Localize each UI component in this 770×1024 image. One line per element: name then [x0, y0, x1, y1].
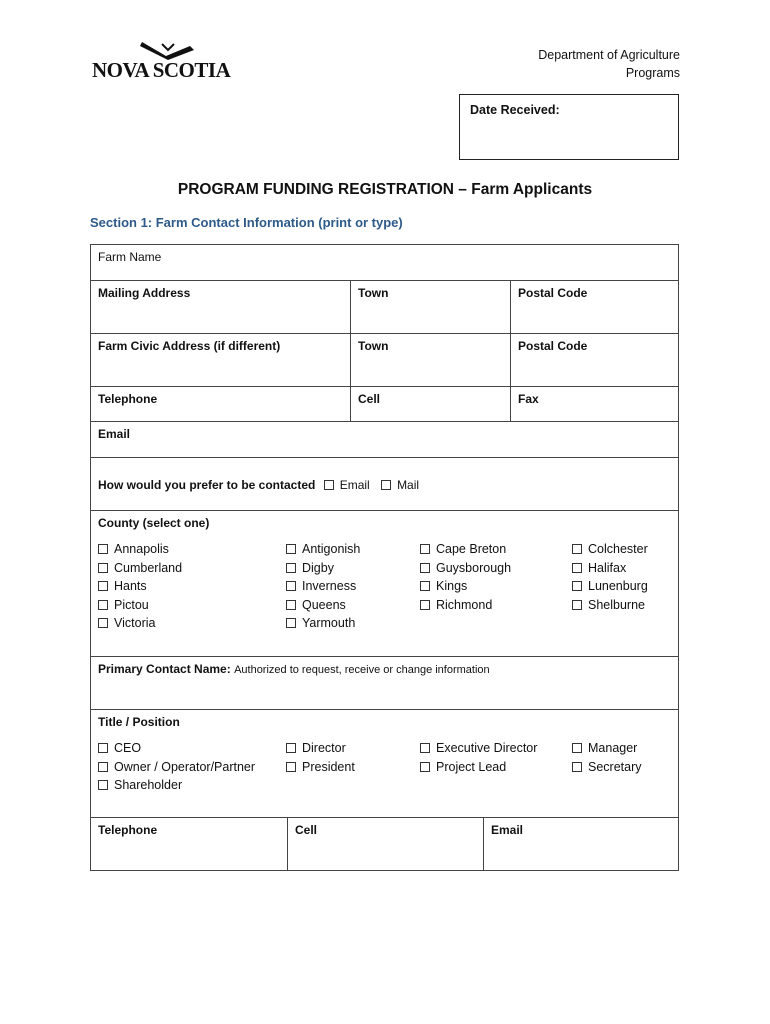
- farm-contact-form: [90, 244, 679, 871]
- position-column-1: [98, 739, 286, 795]
- county-column-4: [572, 540, 648, 633]
- contact-preference-label: How would you prefer to be contacted: [98, 478, 316, 492]
- county-option[interactable]: Antigonish: [286, 540, 420, 559]
- checkbox-icon[interactable]: [98, 600, 108, 610]
- primary-contact-label: Primary Contact Name:: [98, 662, 231, 676]
- county-label: County (select one): [98, 516, 210, 530]
- checkbox-icon[interactable]: [420, 563, 430, 573]
- position-option[interactable]: Executive Director: [420, 739, 572, 758]
- county-option[interactable]: Guysborough: [420, 559, 572, 578]
- county-row: [91, 511, 678, 657]
- position-column-4: [572, 739, 642, 795]
- position-option[interactable]: Shareholder: [98, 776, 286, 795]
- farm-name-row: [91, 245, 678, 281]
- farm-name-label: Farm Name: [98, 250, 162, 264]
- county-option[interactable]: Richmond: [420, 596, 572, 615]
- checkbox-icon[interactable]: [286, 563, 296, 573]
- county-option[interactable]: Cape Breton: [420, 540, 572, 559]
- position-option[interactable]: CEO: [98, 739, 286, 758]
- checkbox-icon[interactable]: [286, 600, 296, 610]
- email-preference-label: Email: [339, 478, 370, 492]
- department-block: [538, 46, 680, 82]
- title-position-label: Title / Position: [98, 715, 180, 729]
- civic-address-row: [91, 334, 678, 387]
- position-options: [91, 729, 678, 799]
- position-column-3: [420, 739, 572, 795]
- county-option[interactable]: Victoria: [98, 614, 286, 633]
- mailing-address-row: [91, 281, 678, 334]
- primary-contact-note: Authorized to request, receive or change information: [234, 664, 490, 676]
- checkbox-icon[interactable]: [572, 544, 582, 554]
- contact-preference-row: [91, 458, 678, 511]
- position-option[interactable]: Manager: [572, 739, 642, 758]
- county-option[interactable]: Inverness: [286, 577, 420, 596]
- position-option[interactable]: Owner / Operator/Partner: [98, 758, 286, 777]
- civic-address-label: Farm Civic Address (if different): [98, 339, 281, 353]
- mailing-address-field[interactable]: [91, 281, 350, 333]
- farm-name-field[interactable]: [91, 245, 678, 280]
- checkbox-icon[interactable]: [286, 743, 296, 753]
- primary-contact-row: [91, 657, 678, 710]
- county-options: [91, 530, 678, 637]
- department-subtitle: Programs: [625, 66, 680, 80]
- county-option[interactable]: Cumberland: [98, 559, 286, 578]
- checkbox-icon[interactable]: [420, 581, 430, 591]
- county-option[interactable]: Colchester: [572, 540, 648, 559]
- cell-field[interactable]: [350, 387, 510, 421]
- town-field[interactable]: [350, 281, 510, 333]
- checkbox-icon[interactable]: [420, 743, 430, 753]
- contact-phone-row: [91, 818, 678, 870]
- primary-contact-field[interactable]: [91, 657, 678, 709]
- mail-preference-label: Mail: [397, 478, 420, 492]
- checkbox-icon[interactable]: [286, 544, 296, 554]
- checkbox-icon[interactable]: [572, 563, 582, 573]
- county-column-3: [420, 540, 572, 633]
- county-option[interactable]: Yarmouth: [286, 614, 420, 633]
- section-1-title: Section 1: Farm Contact Information (print or type): [90, 215, 403, 230]
- checkbox-icon[interactable]: [98, 780, 108, 790]
- phone-row: [91, 387, 678, 422]
- title-position-row: [91, 710, 678, 818]
- checkbox-icon[interactable]: [286, 762, 296, 772]
- contact-cell-field[interactable]: [287, 818, 483, 870]
- checkbox-icon[interactable]: [420, 762, 430, 772]
- postal-code-field[interactable]: [510, 281, 678, 333]
- cell-label: Cell: [358, 392, 381, 406]
- county-option[interactable]: Kings: [420, 577, 572, 596]
- county-column-1: [98, 540, 286, 633]
- checkbox-icon[interactable]: [98, 563, 108, 573]
- civic-address-field[interactable]: [91, 334, 350, 386]
- form-title: PROGRAM FUNDING REGISTRATION – Farm Applicants: [177, 181, 593, 198]
- position-option[interactable]: Director: [286, 739, 420, 758]
- county-option[interactable]: Pictou: [98, 596, 286, 615]
- checkbox-icon[interactable]: [572, 600, 582, 610]
- checkbox-icon[interactable]: [98, 544, 108, 554]
- position-column-2: [286, 739, 420, 795]
- mailing-address-label: Mailing Address: [98, 286, 191, 300]
- checkbox-icon[interactable]: [572, 581, 582, 591]
- postal-code-label: Postal Code: [518, 286, 588, 300]
- logo-text: NOVA SCOTIA: [92, 58, 231, 82]
- position-option[interactable]: President: [286, 758, 420, 777]
- contact-telephone-field[interactable]: [91, 818, 287, 870]
- date-received-box[interactable]: [459, 94, 679, 160]
- county-option[interactable]: Digby: [286, 559, 420, 578]
- checkbox-icon[interactable]: [98, 762, 108, 772]
- contact-email-label: Email: [491, 823, 524, 837]
- position-option[interactable]: Project Lead: [420, 758, 572, 777]
- checkbox-icon[interactable]: [98, 743, 108, 753]
- nova-scotia-logo: [92, 40, 244, 84]
- county-option[interactable]: Queens: [286, 596, 420, 615]
- fax-field[interactable]: [510, 387, 678, 421]
- telephone-label: Telephone: [98, 392, 158, 406]
- checkbox-icon[interactable]: [98, 581, 108, 591]
- fax-label: Fax: [518, 392, 539, 406]
- town-label: Town: [358, 286, 389, 300]
- email-field[interactable]: [91, 422, 678, 457]
- contact-email-field[interactable]: [483, 818, 678, 870]
- position-option[interactable]: Secretary: [572, 758, 642, 777]
- contact-telephone-label: Telephone: [98, 823, 158, 837]
- email-label: Email: [98, 427, 131, 441]
- civic-postal-code-field[interactable]: [510, 334, 678, 386]
- county-option[interactable]: Lunenburg: [572, 577, 648, 596]
- department-name: Department of Agriculture: [538, 48, 680, 62]
- date-received-label: Date Received:: [470, 103, 560, 117]
- county-option[interactable]: Annapolis: [98, 540, 286, 559]
- contact-preference-field: [91, 458, 678, 510]
- county-column-2: [286, 540, 420, 633]
- county-option[interactable]: Shelburne: [572, 596, 648, 615]
- county-option[interactable]: Hants: [98, 577, 286, 596]
- checkbox-icon[interactable]: [420, 600, 430, 610]
- email-row: [91, 422, 678, 458]
- county-option[interactable]: Halifax: [572, 559, 648, 578]
- mail-preference-checkbox[interactable]: [381, 480, 391, 490]
- checkbox-icon[interactable]: [286, 618, 296, 628]
- civic-town-field[interactable]: [350, 334, 510, 386]
- checkbox-icon[interactable]: [572, 743, 582, 753]
- email-preference-checkbox[interactable]: [324, 480, 334, 490]
- checkbox-icon[interactable]: [572, 762, 582, 772]
- civic-postal-code-label: Postal Code: [518, 339, 588, 353]
- civic-town-label: Town: [358, 339, 389, 353]
- checkbox-icon[interactable]: [286, 581, 296, 591]
- checkbox-icon[interactable]: [98, 618, 108, 628]
- contact-cell-label: Cell: [295, 823, 318, 837]
- checkbox-icon[interactable]: [420, 544, 430, 554]
- telephone-field[interactable]: [91, 387, 350, 421]
